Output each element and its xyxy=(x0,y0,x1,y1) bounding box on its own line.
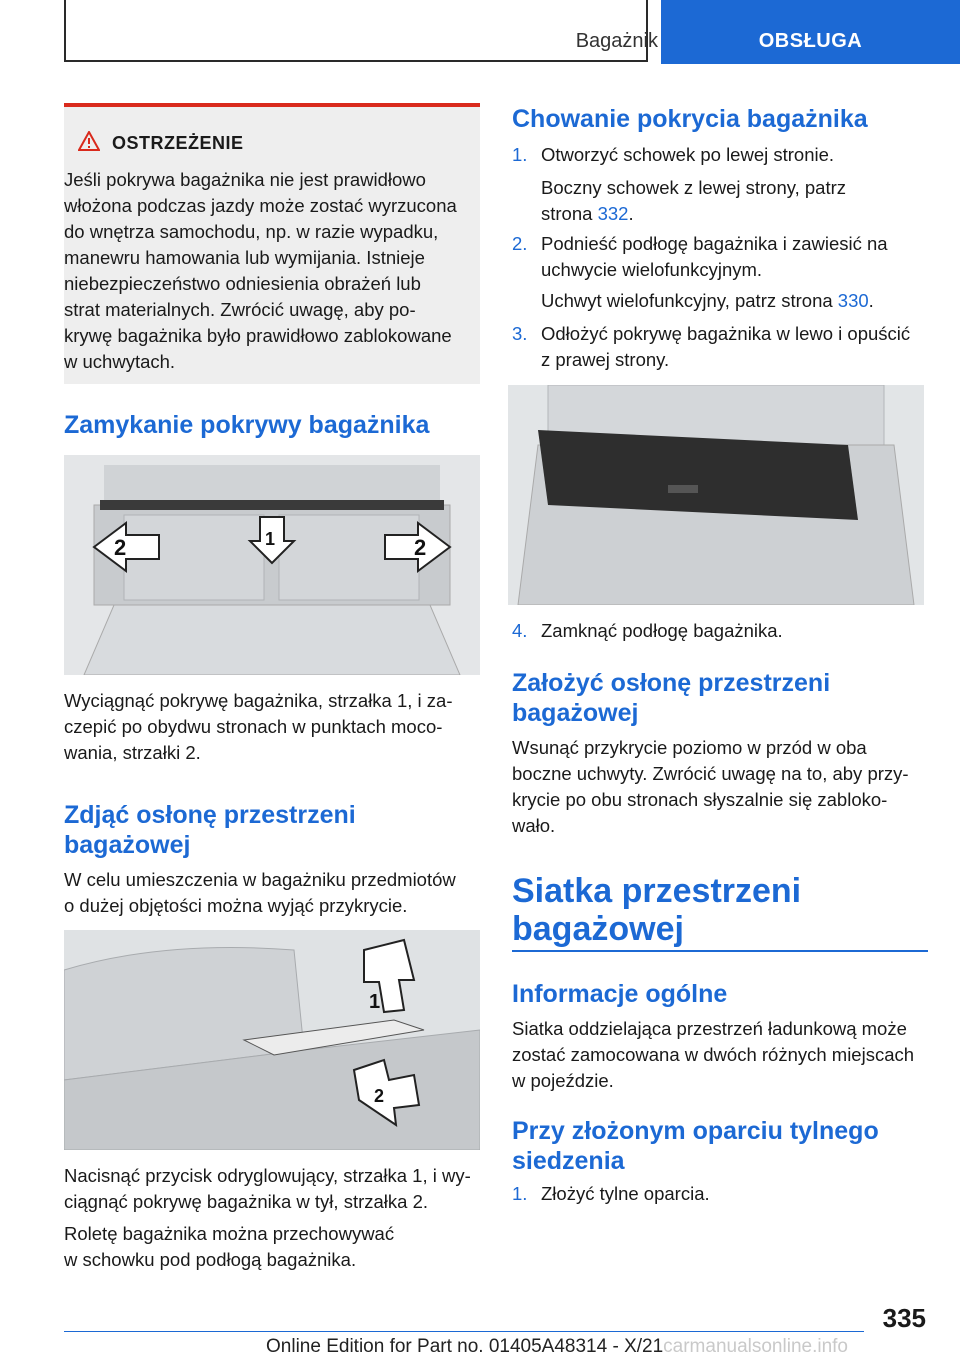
step-number: 1. xyxy=(512,1183,528,1204)
heading-line: bagażowej xyxy=(64,831,191,859)
image-label: 2 xyxy=(414,535,427,560)
footer-divider xyxy=(64,1331,864,1332)
step-1-note xyxy=(541,175,846,227)
heading-line: Zdjąć osłonę przestrzeni xyxy=(64,801,356,829)
text-line: czepić po obydwu stronach w punktach moco‐ xyxy=(64,716,443,737)
footer-edition xyxy=(266,1336,848,1358)
step-number: 4. xyxy=(512,620,528,641)
text-line: krycie po obu stronach słyszalnie się zabloko‐ xyxy=(512,789,888,810)
image-label: 2 xyxy=(114,535,127,560)
step-1 xyxy=(512,142,932,168)
warning-box xyxy=(64,103,480,384)
heading-line: Założyć osłonę przestrzeni xyxy=(512,669,831,697)
illustration-cover-remove xyxy=(64,930,480,1150)
section-divider xyxy=(512,950,928,952)
image-label: 1 xyxy=(265,529,276,549)
illustration-stowed-cover xyxy=(508,385,924,605)
paragraph-remove-steps xyxy=(64,1163,471,1215)
watermark-text: carmanualsonline.info xyxy=(663,1336,848,1357)
text-line: Wyciągnąć pokrywę bagażnika, strzałka 1, i za‐ xyxy=(64,690,453,711)
heading-line: siedzenia xyxy=(512,1147,625,1175)
chapter-tab-label: OBSŁUGA xyxy=(758,30,863,52)
step-text: Złożyć tylne oparcia. xyxy=(541,1183,710,1204)
heading-stow-cover: Chowanie pokrycia bagażnika xyxy=(512,105,868,133)
edition-text: Online Edition for Part no. 01405A48314 - X/21 xyxy=(266,1336,664,1357)
text-line: z prawej strony. xyxy=(541,349,670,370)
step-2-note xyxy=(541,288,874,314)
heading-install-cover xyxy=(512,668,830,728)
heading-general-info: Informacje ogólne xyxy=(512,980,728,1008)
step-3 xyxy=(512,321,527,347)
warning-line: manewru hamowania lub wymijania. Istnieje xyxy=(64,247,425,268)
text-line: Uchwyt wielofunkcyjny, patrz strona xyxy=(541,290,838,311)
text-line: Odłożyć pokrywę bagażnika w lewo i opuścić xyxy=(541,323,911,344)
text-line: o dużej objętości można wyjąć przykrycie. xyxy=(64,895,408,916)
text-line: Wsunąć przykrycie poziomo w przód w oba xyxy=(512,737,867,758)
section-title: Bagażnik xyxy=(575,30,658,52)
heading-line: Przy złożonym oparciu tylnego xyxy=(512,1117,879,1145)
paragraph-close-instructions xyxy=(64,688,453,766)
text-line: wania, strzałki 2. xyxy=(64,742,201,763)
warning-line: strat materialnych. Zwrócić uwagę, aby po‐ xyxy=(64,299,416,320)
step-number: 3. xyxy=(512,323,528,344)
heading-remove-cover xyxy=(64,800,356,860)
step-fold-seats xyxy=(512,1181,710,1207)
step-4 xyxy=(512,618,783,644)
header-frame xyxy=(64,0,648,62)
page-link[interactable]: 330 xyxy=(837,290,869,311)
step-number: 1. xyxy=(512,144,528,165)
image-label: 1 xyxy=(369,991,381,1013)
text-line: ciągnąć pokrywę bagażnika w tył, strzałka 2. xyxy=(64,1191,429,1212)
chapter-tab xyxy=(661,0,960,64)
punctuation: . xyxy=(868,290,874,311)
warning-line: niebezpieczeństwo odniesienia obrażeń lub xyxy=(64,273,421,294)
text-line: strona xyxy=(541,203,598,224)
step-3-text xyxy=(541,321,910,373)
heading-line: Siatka przestrzeni xyxy=(512,872,802,910)
text-line: Boczny schowek z lewej strony, patrz xyxy=(541,177,847,198)
warning-line: włożona podczas jazdy może zostać wyrzucona xyxy=(64,195,457,216)
text-line: boczne uchwyty. Zwrócić uwagę na to, aby przy‐ xyxy=(512,763,909,784)
paragraph-remove-intro xyxy=(64,867,456,919)
text-line: W celu umieszczenia w bagażniku przedmiotów xyxy=(64,869,456,890)
text-line: uchwycie wielofunkcyjnym. xyxy=(541,259,763,280)
text-line: Podnieść podłogę bagażnika i zawiesić na xyxy=(541,233,888,254)
page-number: 335 xyxy=(882,1303,926,1333)
heading-closing-cover: Zamykanie pokrywy bagażnika xyxy=(64,411,430,439)
warning-line: do wnętrza samochodu, np. w razie wypadku, xyxy=(64,221,439,242)
warning-line: Jeśli pokrywa bagażnika nie jest prawidłowo xyxy=(64,169,426,190)
warning-title: OSTRZEŻENIE xyxy=(112,133,244,153)
image-label: 2 xyxy=(374,1086,385,1106)
text-line: zostać zamocowana w dwóch różnych miejscach xyxy=(512,1044,915,1065)
text-line: Nacisnąć przycisk odryglowujący, strzałka 1, i wy‐ xyxy=(64,1165,471,1186)
text-line: w pojeździe. xyxy=(512,1070,614,1091)
warning-text xyxy=(64,167,474,375)
punctuation: . xyxy=(628,203,634,224)
step-2 xyxy=(512,231,527,257)
paragraph-storage xyxy=(64,1221,394,1273)
step-2-text xyxy=(541,231,888,283)
text-line: wało. xyxy=(512,815,556,836)
page-link[interactable]: 332 xyxy=(597,203,629,224)
heading-folded-seat xyxy=(512,1116,879,1176)
paragraph-general-info xyxy=(512,1016,914,1094)
text-line: Siatka oddzielająca przestrzeń ładunkową może xyxy=(512,1018,907,1039)
warning-triangle-icon xyxy=(78,131,100,151)
heading-line: bagażowej xyxy=(512,699,639,727)
paragraph-install xyxy=(512,735,909,839)
heading-line: bagażowej xyxy=(512,910,684,948)
step-text: Otworzyć schowek po lewej stronie. xyxy=(541,144,835,165)
text-line: w schowku pod podłogą bagażnika. xyxy=(64,1249,357,1270)
warning-line: krywę bagażnika było prawidłowo zablokowane xyxy=(64,325,452,346)
text-line: Roletę bagażnika można przechowywać xyxy=(64,1223,395,1244)
step-number: 2. xyxy=(512,233,528,254)
heading-cargo-net xyxy=(512,872,801,948)
warning-line: w uchwytach. xyxy=(64,351,176,372)
step-text: Zamknąć podłogę bagażnika. xyxy=(541,620,783,641)
illustration-cover-close xyxy=(64,455,480,675)
